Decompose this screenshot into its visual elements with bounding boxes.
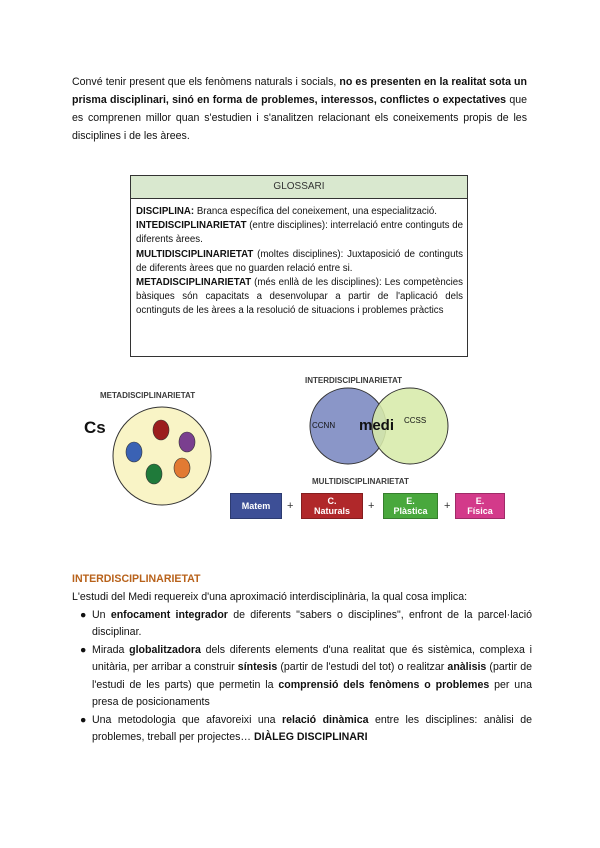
glossari-def: Branca específica del coneixement, una especialització. (194, 206, 437, 217)
text: dels diferents elements d'una realitat que és sistèmica, complexa i unitària, per arribar a construir (92, 643, 532, 673)
box-label-line1: E. (475, 496, 485, 506)
bold-text: comprensió dels fenòmens o problemes (278, 678, 490, 691)
intro-text-2: que es comprenen millor quan s'estudien i s'analitzen relacionant els coneixements propis de les disciplines i de les àrees. (72, 94, 527, 142)
meta-dot-dark-red (153, 420, 169, 440)
glossari-entry (136, 219, 463, 247)
bullet-icon: ● (80, 713, 87, 726)
bold-text: anàlisis (447, 661, 487, 673)
plus-sign: + (444, 500, 451, 512)
box-c-naturals (301, 493, 363, 519)
bullet-list (72, 607, 532, 747)
venn-ccnn-label: CCNN (312, 421, 336, 430)
box-matem-label: Matem (241, 501, 271, 511)
box-label-line2: Naturals (313, 506, 350, 516)
plus-sign: + (368, 500, 375, 512)
glossari-term: METADISCIPLINARIETAT (136, 277, 252, 289)
section-lead: L'estudi del Medi requereix d'una aproximació interdisciplinària, la qual cosa implica: (72, 591, 468, 603)
glossari-entry (136, 205, 463, 219)
bold-text: síntesis (237, 661, 278, 673)
venn-center-label: medi (359, 417, 395, 434)
box-label-line1: C. (327, 496, 337, 506)
text: Un (92, 608, 111, 621)
text: (partir de l'estudi del tot) o realitzar (277, 661, 448, 673)
meta-cs-label: Cs (84, 418, 106, 437)
section-title: INTERDISCIPLINARIETAT (72, 573, 201, 585)
text: entre les disciplines: anàlisi de problemes, treball per projectes… (92, 713, 532, 743)
bold-text: globalitzadora (129, 643, 201, 656)
bold-text: DIÀLEG DISCIPLINARI (253, 731, 368, 743)
bullet-icon: ● (80, 608, 87, 621)
bold-text: relació dinàmica (282, 713, 369, 726)
intro-bold: no es presenten en la realitat sota un prisma disciplinari, sinó en forma de problemes, interessos, conflictes o expectatives (72, 76, 527, 106)
glossari-term: MULTIDISCIPLINARIETAT (136, 248, 254, 260)
meta-dot-purple (179, 432, 195, 452)
inter-title: INTERDISCIPLINARIETAT (305, 376, 403, 385)
text: Una metodologia que afavoreixi una (92, 713, 282, 726)
venn-ccss-label: CCSS (404, 416, 427, 425)
glossari-entry (136, 248, 463, 276)
meta-circle-diagram (110, 404, 215, 509)
glossari-box (130, 175, 468, 357)
box-e-plastica (383, 493, 438, 519)
text: Mirada (92, 643, 130, 656)
glossari-term: DISCIPLINA: (136, 206, 195, 217)
list-item (72, 607, 532, 642)
box-e-fisica (455, 493, 505, 519)
box-label-line2: Física (467, 506, 493, 516)
glossari-entry (136, 276, 463, 319)
meta-title: METADISCIPLINARIETAT (100, 391, 196, 400)
list-item (72, 642, 532, 712)
glossari-def: (entre disciplines): interrelació entre continguts de diferents àrees. (136, 220, 463, 246)
section-body (72, 589, 532, 747)
box-matem (230, 493, 282, 519)
glossari-body (131, 199, 467, 319)
intro-text-1: Convé tenir present que els fenòmens naturals i socials, (72, 76, 340, 88)
meta-dot-blue (126, 442, 142, 462)
bullet-icon: ● (80, 643, 87, 656)
meta-dot-orange (174, 458, 190, 478)
meta-dot-green (146, 464, 162, 484)
glossari-def: (moltes disciplines): Juxtaposició de continguts de diferents àrees que no guarden relació entre si. (136, 248, 463, 274)
glossari-term: INTEDISCIPLINARIETAT (136, 220, 247, 232)
bold-text: enfocament integrador (110, 608, 228, 621)
text: (partir de l'estudi de les parts) que permetin la (92, 661, 533, 691)
intro-paragraph (72, 73, 527, 145)
plus-sign: + (287, 500, 294, 512)
text: per una presa de posicionaments (92, 678, 532, 708)
multi-title: MULTIDISCIPLINARIETAT (312, 477, 409, 486)
glossari-def: (més enllà de les disciplines): Les competències bàsiques són capacitats a desenvolupar a partir de l'aplicació dels ocntinguts de les àrees a la resolució de situacions i problemes pràctics (136, 277, 463, 317)
list-item (72, 712, 532, 747)
glossari-title: GLOSSARI (131, 176, 467, 199)
box-label-line2: Plàstica (393, 506, 428, 516)
text: de diferents "sabers o disciplines", enfront de la parcel·lació disciplinar. (92, 608, 532, 638)
box-label-line1: E. (406, 496, 415, 506)
